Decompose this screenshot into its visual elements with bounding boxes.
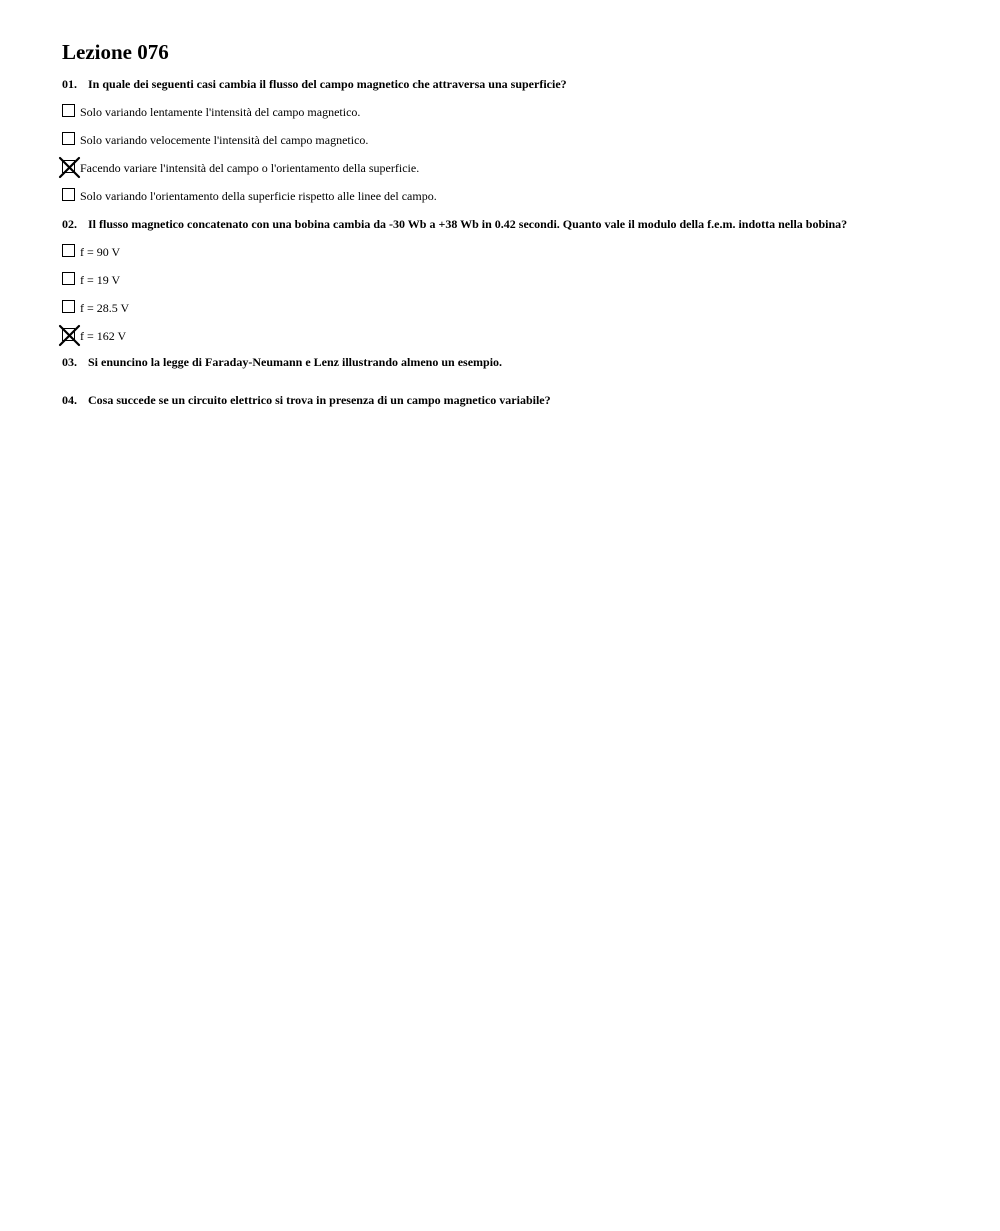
answer-label: Solo variando lentamente l'intensità del campo magnetico. [80,105,361,119]
answer-label: Solo variando velocemente l'intensità del campo magnetico. [80,133,369,147]
answer-label: f = 90 V [80,245,121,259]
question-03 [62,354,962,370]
question-text [62,392,962,408]
checkbox[interactable] [62,104,75,117]
question-text [62,76,962,92]
answer-option[interactable] [62,132,962,148]
answer-option[interactable] [62,272,962,288]
answer-label: f = 162 V [80,329,127,343]
question-number: 02. [62,217,77,231]
checkbox[interactable] [62,272,75,285]
question-text [62,216,962,232]
question-04 [62,392,962,408]
answer-label: Facendo variare l'intensità del campo o l'orientamento della superficie. [80,161,420,175]
question-prompt: Cosa succede se un circuito elettrico si trova in presenza di un campo magnetico variabile? [88,393,551,407]
answer-option[interactable] [62,188,962,204]
answer-option[interactable] [62,244,962,260]
question-01 [62,76,962,204]
answer-options [62,104,962,204]
checkbox[interactable] [62,300,75,313]
question-prompt: Si enuncino la legge di Faraday-Neumann e Lenz illustrando almeno un esempio. [88,355,503,369]
answer-label: f = 19 V [80,273,121,287]
answer-option[interactable] [62,160,962,176]
answer-option[interactable] [62,104,962,120]
question-prompt: In quale dei seguenti casi cambia il flusso del campo magnetico che attraversa una superficie? [88,77,567,91]
checkbox[interactable] [62,188,75,201]
answer-option[interactable] [62,300,962,316]
checked-x-mark-icon [60,158,79,177]
answer-label: Solo variando l'orientamento della superficie rispetto alle linee del campo. [80,189,437,203]
checkbox[interactable] [62,244,75,257]
checkbox[interactable] [62,132,75,145]
question-text [62,354,962,370]
quiz-page [62,38,962,408]
answer-options [62,244,962,344]
answer-label: f = 28.5 V [80,301,130,315]
checked-x-mark-icon [60,326,79,345]
question-number: 04. [62,393,77,407]
question-02 [62,216,962,344]
question-number: 03. [62,355,77,369]
checkbox[interactable] [62,328,75,341]
checkbox[interactable] [62,160,75,173]
question-number: 01. [62,77,77,91]
answer-option[interactable] [62,328,962,344]
page-title: Lezione 076 [62,40,169,64]
question-prompt: Il flusso magnetico concatenato con una bobina cambia da -30 Wb a +38 Wb in 0.42 secondi. Quanto vale il modulo della f.e.m. indotta nella bobina? [88,217,848,231]
